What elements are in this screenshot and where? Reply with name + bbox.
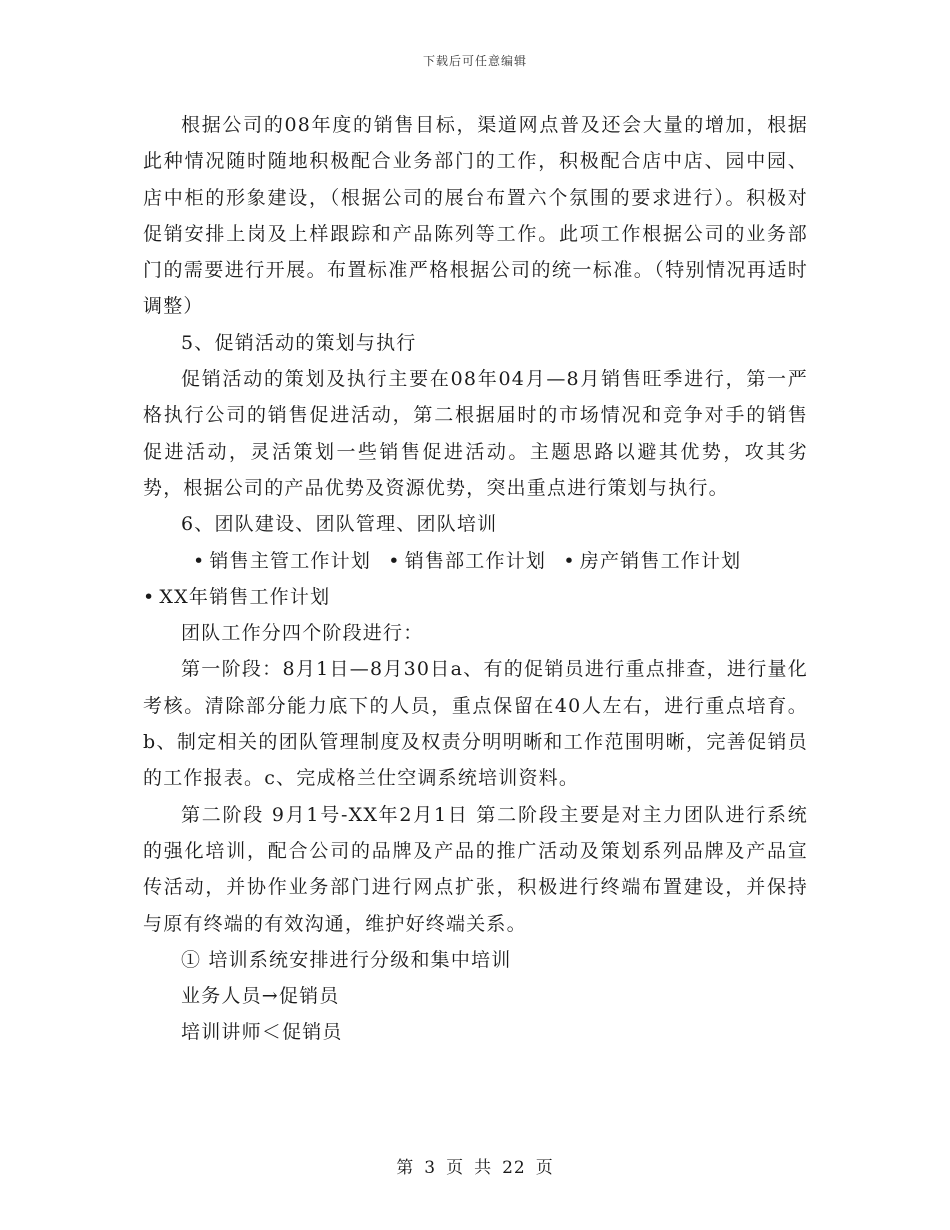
bullet-icon: • [563,549,576,572]
document-body [143,107,808,1051]
bullet-icon: • [193,549,206,572]
related-link-sales-supervisor[interactable]: • 销售主管工作计划 [193,550,371,572]
related-link-real-estate[interactable]: • 房产销售工作计划 [563,550,741,572]
paragraph-channel-outlets: 根据公司的08年度的销售目标，渠道网点普及还会大量的增加，根据此种情况随时随地积极配合业务部门的工作，积极配合店中店、园中园、店中柜的形象建设，（根据公司的展台布置六个氛围的要求进行）。积极对促销安排上岗及上样跟踪和产品陈列等工作。此项工作根据公司的业务部门的需要进行开展。布置标准严格根据公司的统一标准。（特别情况再适时调整） [143,114,808,318]
paragraph-team-stages: 团队工作分四个阶段进行： [181,622,424,645]
section-heading-team: 6、团队建设、团队管理、团队培训 [181,513,498,536]
paragraph-stage-two: 第二阶段 9月1号-XX年2月1日 第二阶段主要是对主力团队进行系统的强化培训，配合公司的品牌及产品的推广活动及策划系列品牌及产品宣传活动，并协作业务部门进行网点扩张，积极进行终端布置建设，并保持与原有终端的有效沟通，维护好终端关系。 [143,803,808,935]
section-heading-promotion: 5、促销活动的策划与执行 [181,331,417,354]
page-header: 下载后可任意编辑 [422,54,527,68]
current-page-number: 3 [424,1158,437,1178]
related-link-sales-dept[interactable]: • 销售部工作计划 [388,550,546,572]
related-link-annual-sales[interactable]: • XX年销售工作计划 [143,586,330,608]
bullet-icon: • [143,585,156,608]
bullet-icon: • [388,549,401,572]
total-page-count: 22 [502,1158,526,1178]
page-footer: 第 3 页 共 22 页 [396,1158,554,1178]
paragraph-stage-one: 第一阶段：8月1日—8月30日a、有的促销员进行重点排查，进行量化考核。清除部分能力底下的人员，重点保留在40人左右，进行重点培育。b、制定相关的团队管理制度及权责分明明晰和工作范围明晰，完善促销员的工作报表。c、完成格兰仕空调系统培训资料。 [143,658,808,790]
paragraph-trainer-flow: 培训讲师＜促销员 [181,1021,343,1044]
paragraph-promotion-planning: 促销活动的策划及执行主要在08年04月—8月销售旺季进行，第一严格执行公司的销售促进活动，第二根据届时的市场情况和竞争对手的销售促进活动，灵活策划一些销售促进活动。主题思路以避其优势，攻其劣势，根据公司的产品优势及资源优势，突出重点进行策划与执行。 [143,368,808,499]
paragraph-training-system: ① 培训系统安排进行分级和集中培训 [181,948,512,971]
paragraph-staff-flow: 业务人员→促销员 [181,985,340,1008]
related-links-row2 [143,579,808,615]
related-links [143,543,808,579]
